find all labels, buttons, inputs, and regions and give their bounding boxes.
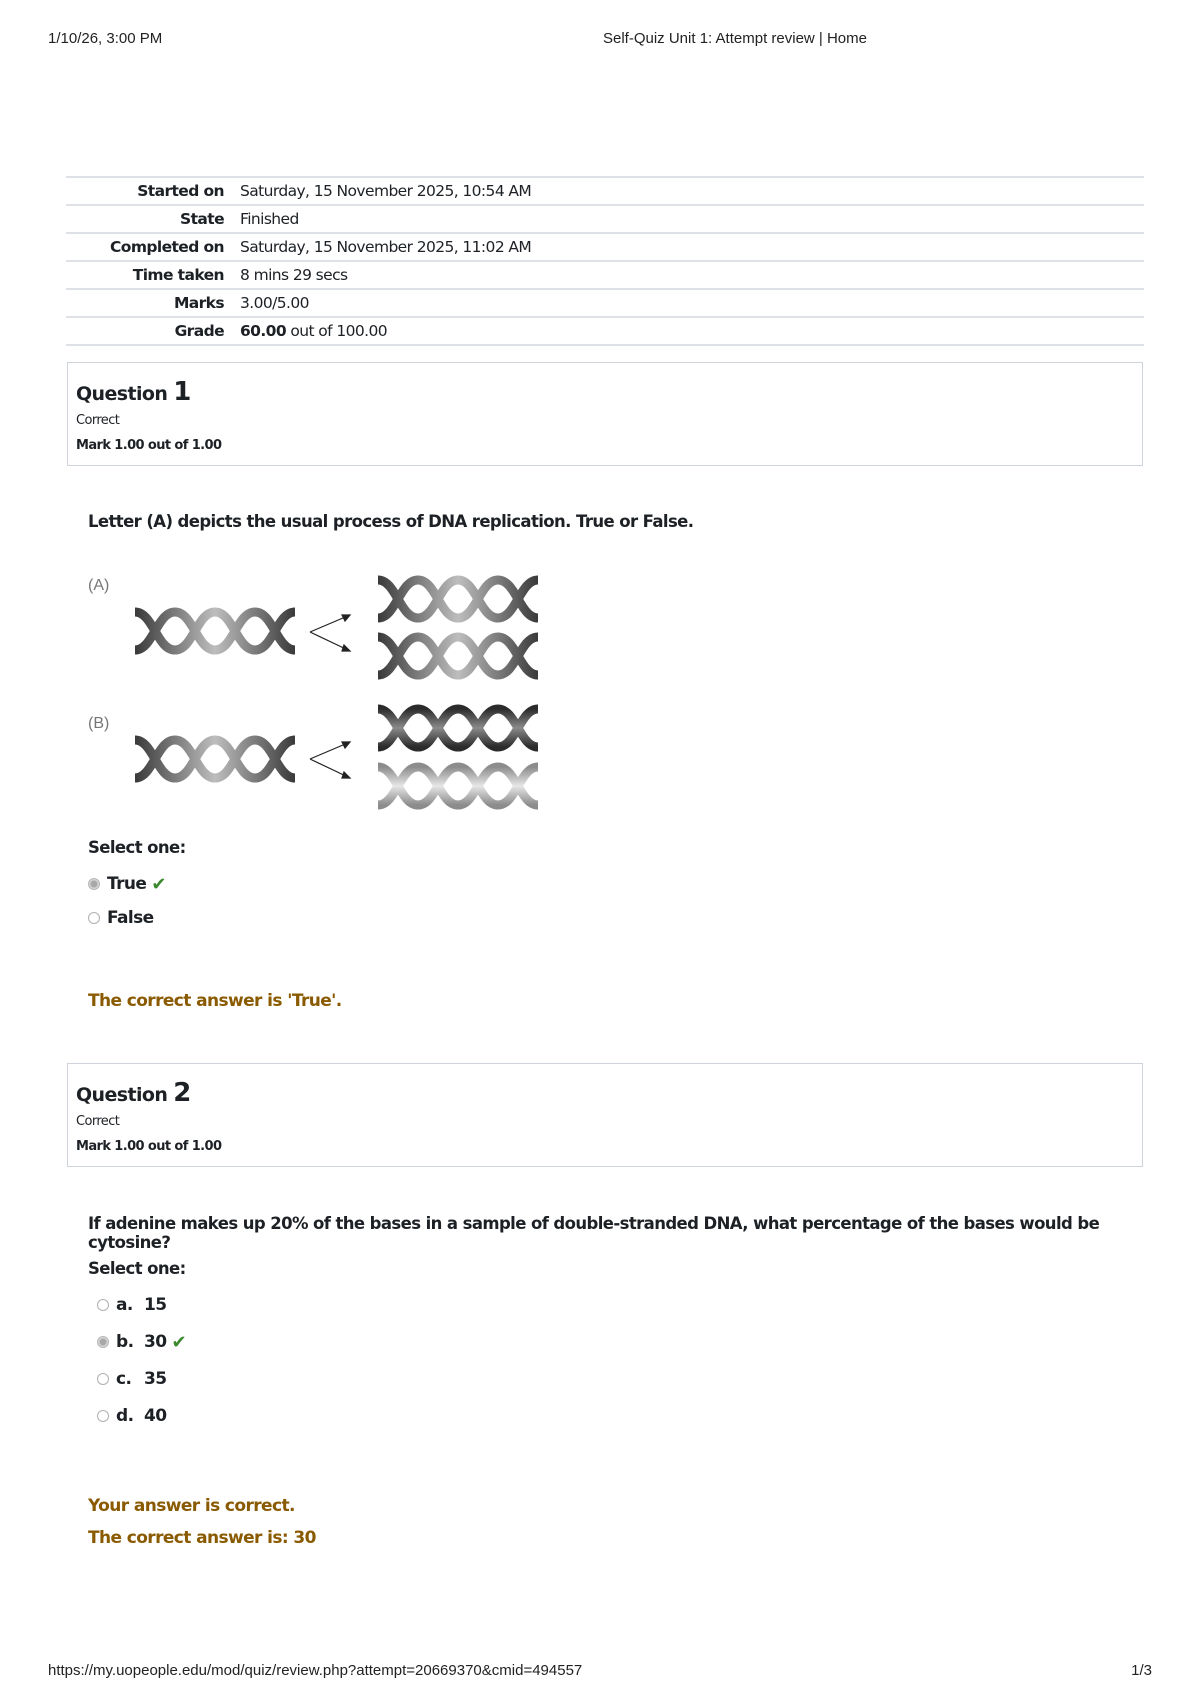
select-one-prompt: Select one: bbox=[88, 1259, 186, 1278]
answer-option-d[interactable] bbox=[97, 1404, 186, 1428]
arrows-a bbox=[310, 615, 350, 651]
helix-a-daughter-1 bbox=[378, 580, 538, 618]
question-2-feedback-status: Your answer is correct. bbox=[88, 1496, 295, 1516]
helix-a-daughter-2 bbox=[378, 637, 538, 675]
summary-value: Finished bbox=[240, 205, 1144, 233]
summary-value: Saturday, 15 November 2025, 10:54 AM bbox=[240, 177, 1144, 205]
answer-option-true[interactable] bbox=[88, 872, 166, 896]
question-1-answers bbox=[88, 872, 166, 930]
summary-label: Completed on bbox=[66, 233, 240, 261]
dna-replication-figure bbox=[88, 575, 548, 825]
question-2-answers bbox=[97, 1293, 186, 1428]
select-one-prompt: Select one: bbox=[88, 838, 186, 857]
summary-row bbox=[66, 177, 1144, 205]
summary-value bbox=[240, 317, 1144, 345]
question-number bbox=[76, 377, 1134, 407]
question-state: Correct bbox=[76, 413, 120, 428]
print-url: https://my.uopeople.edu/mod/quiz/review.php?attempt=20669370&cmid=494557 bbox=[48, 1662, 583, 1679]
radio-icon[interactable] bbox=[88, 878, 100, 890]
check-icon: ✔ bbox=[151, 873, 166, 895]
summary-label: State bbox=[66, 205, 240, 233]
arrows-b bbox=[310, 742, 350, 778]
option-letter: d. bbox=[116, 1406, 134, 1426]
summary-label: Time taken bbox=[66, 261, 240, 289]
radio-icon[interactable] bbox=[97, 1373, 109, 1385]
question-number-value: 1 bbox=[173, 377, 191, 407]
answer-option-c[interactable] bbox=[97, 1367, 186, 1391]
figure-label-a: (A) bbox=[88, 577, 110, 594]
question-label: Question bbox=[76, 1084, 168, 1106]
summary-row bbox=[66, 289, 1144, 317]
question-2-feedback-answer: The correct answer is: 30 bbox=[88, 1528, 316, 1548]
helix-b-parent bbox=[135, 740, 295, 778]
check-icon: ✔ bbox=[171, 1331, 186, 1353]
summary-label: Grade bbox=[66, 317, 240, 345]
helix-b-daughter-light bbox=[378, 767, 538, 805]
radio-icon[interactable] bbox=[97, 1336, 109, 1348]
question-state: Correct bbox=[76, 1114, 120, 1129]
option-text: False bbox=[107, 908, 154, 928]
option-letter: b. bbox=[116, 1332, 134, 1352]
radio-icon[interactable] bbox=[97, 1410, 109, 1422]
question-1-text: Letter (A) depicts the usual process of DNA replication. True or False. bbox=[88, 512, 694, 531]
print-datetime: 1/10/26, 3:00 PM bbox=[48, 30, 163, 47]
helix-a-parent bbox=[135, 612, 295, 650]
summary-value: 3.00/5.00 bbox=[240, 289, 1144, 317]
summary-value: 8 mins 29 secs bbox=[240, 261, 1144, 289]
summary-row bbox=[66, 233, 1144, 261]
option-letter: a. bbox=[116, 1295, 133, 1315]
answer-option-a[interactable] bbox=[97, 1293, 186, 1317]
dna-diagram bbox=[88, 575, 548, 825]
summary-row bbox=[66, 205, 1144, 233]
print-page-title: Self-Quiz Unit 1: Attempt review | Home bbox=[603, 30, 867, 47]
question-number-value: 2 bbox=[173, 1078, 191, 1108]
question-1-feedback: The correct answer is 'True'. bbox=[88, 991, 342, 1011]
question-label: Question bbox=[76, 383, 168, 405]
question-2-info bbox=[67, 1063, 1143, 1167]
question-1-info bbox=[67, 362, 1143, 466]
option-letter: c. bbox=[116, 1369, 132, 1389]
answer-option-b[interactable] bbox=[97, 1330, 186, 1354]
summary-value: Saturday, 15 November 2025, 11:02 AM bbox=[240, 233, 1144, 261]
grade-value: 60.00 bbox=[240, 322, 287, 340]
radio-icon[interactable] bbox=[88, 912, 100, 924]
radio-icon[interactable] bbox=[97, 1299, 109, 1311]
question-2-text: If adenine makes up 20% of the bases in a sample of double-stranded DNA, what percentage of the bases would be cytosine? bbox=[88, 1214, 1100, 1252]
question-number bbox=[76, 1078, 1134, 1108]
answer-option-false[interactable] bbox=[88, 906, 166, 930]
option-text: 40 bbox=[144, 1406, 167, 1426]
helix-b-daughter-dark bbox=[378, 709, 538, 747]
option-text: 15 bbox=[144, 1295, 167, 1315]
summary-label: Marks bbox=[66, 289, 240, 317]
attempt-summary-table bbox=[66, 176, 1144, 346]
grade-out-of: out of 100.00 bbox=[290, 322, 387, 340]
question-grade: Mark 1.00 out of 1.00 bbox=[76, 1139, 222, 1154]
question-grade: Mark 1.00 out of 1.00 bbox=[76, 438, 222, 453]
summary-row bbox=[66, 317, 1144, 345]
summary-label: Started on bbox=[66, 177, 240, 205]
option-text: 30 bbox=[144, 1332, 167, 1352]
figure-label-b: (B) bbox=[88, 715, 110, 732]
option-text: True bbox=[107, 874, 147, 894]
print-page-number: 1/3 bbox=[1131, 1662, 1152, 1679]
summary-row bbox=[66, 261, 1144, 289]
option-text: 35 bbox=[144, 1369, 167, 1389]
